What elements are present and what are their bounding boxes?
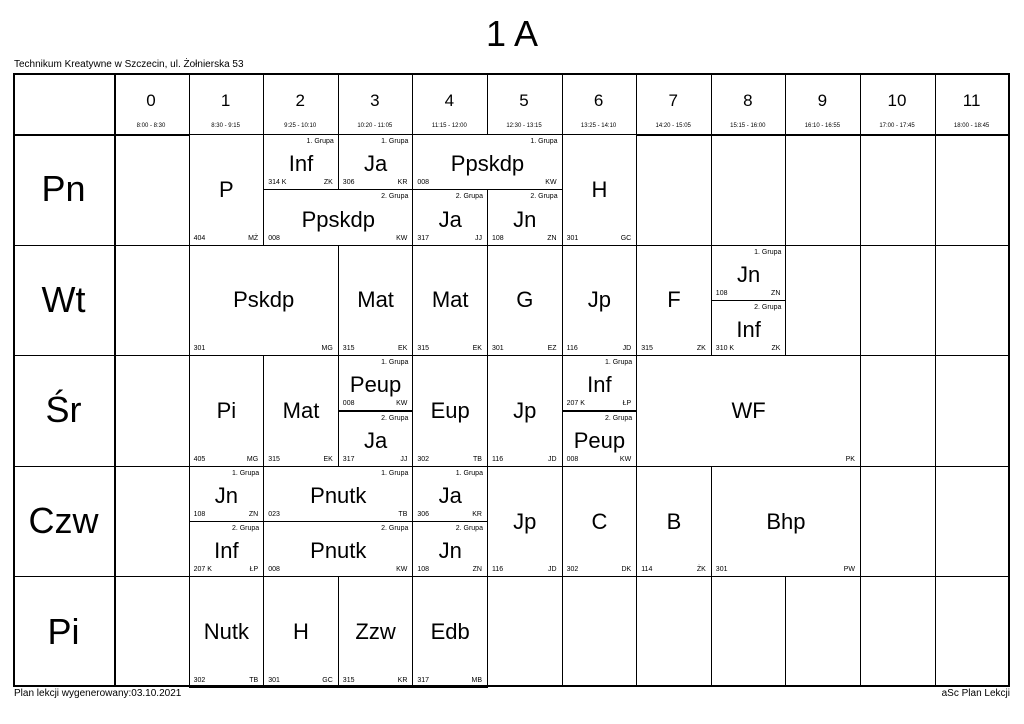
period-number: 2 bbox=[295, 91, 305, 110]
subject-label: P bbox=[219, 176, 234, 202]
group-label: 1. Grupa bbox=[381, 138, 409, 145]
teacher-label: KR bbox=[472, 511, 482, 519]
period-time: 8:30 - 9:15 bbox=[211, 123, 240, 129]
period-time: 12:30 - 13:15 bbox=[506, 123, 542, 129]
room-label: 108 bbox=[492, 234, 504, 242]
subject-label: Ja bbox=[363, 427, 388, 453]
period-number: 9 bbox=[817, 91, 828, 110]
day-label: Wt bbox=[41, 278, 86, 320]
room-label: 317 bbox=[342, 455, 355, 463]
subject-label: Bhp bbox=[766, 508, 806, 534]
period-time: 10:20 - 11:05 bbox=[357, 123, 393, 129]
teacher-label: JD bbox=[622, 345, 632, 353]
teacher-label: ZK bbox=[771, 345, 781, 353]
subject-label: Inf bbox=[587, 372, 612, 398]
subject-label: Jn bbox=[736, 261, 761, 287]
period-number: 6 bbox=[593, 91, 604, 110]
teacher-label: PK bbox=[845, 455, 855, 463]
room-label: 301 bbox=[492, 345, 504, 353]
room-label: 023 bbox=[268, 511, 280, 519]
room-label: 116 bbox=[566, 345, 578, 353]
teacher-label: JD bbox=[548, 455, 557, 463]
group-label: 2. Grupa bbox=[381, 525, 409, 533]
teacher-label: KW bbox=[396, 566, 408, 574]
room-label: 008 bbox=[268, 234, 280, 242]
subject-label: Inf bbox=[288, 151, 314, 177]
teacher-label: ŁP bbox=[622, 400, 632, 408]
group-label: 2. Grupa bbox=[231, 525, 260, 533]
teacher-label: MB bbox=[471, 676, 482, 684]
subject-label: Jp bbox=[513, 508, 537, 534]
period-time: 17:00 - 17:45 bbox=[879, 123, 915, 129]
room-label: 301 bbox=[566, 234, 579, 242]
room-label: 008 bbox=[342, 400, 355, 408]
timetable-title: 1 A bbox=[485, 13, 539, 54]
teacher-label: ZK bbox=[696, 345, 706, 353]
group-label: 1. Grupa bbox=[381, 359, 409, 367]
teacher-label: EK bbox=[323, 455, 333, 463]
period-time: 18:00 - 18:45 bbox=[953, 123, 990, 129]
room-label: 315 bbox=[342, 345, 355, 353]
period-time: 13:25 - 14:10 bbox=[580, 123, 617, 129]
period-time: 14:20 - 15:05 bbox=[655, 123, 691, 129]
group-label: 1. Grupa bbox=[604, 359, 633, 367]
period-time: 9:25 - 10:10 bbox=[284, 123, 317, 129]
teacher-label: KR bbox=[397, 676, 408, 684]
generated-date: Plan lekcji wygenerowany:03.10.2021 bbox=[14, 688, 182, 699]
subject-label: Ja bbox=[438, 206, 462, 232]
room-label: 008 bbox=[268, 566, 280, 574]
period-number: 4 bbox=[444, 91, 455, 110]
subject-label: Inf bbox=[736, 317, 761, 343]
room-label: 116 bbox=[492, 566, 504, 574]
subject-label: Eup bbox=[430, 397, 470, 423]
teacher-label: ŁP bbox=[249, 566, 259, 574]
room-label: 008 bbox=[566, 455, 579, 463]
room-label: 008 bbox=[417, 179, 430, 187]
period-number: 0 bbox=[146, 91, 156, 110]
room-label: 301 bbox=[715, 566, 728, 574]
room-label: 314 K bbox=[268, 179, 287, 187]
teacher-label: MŻ bbox=[248, 234, 259, 242]
period-time: 16:10 - 16:55 bbox=[804, 123, 841, 129]
room-label: 405 bbox=[193, 455, 206, 463]
period-number: 5 bbox=[519, 91, 529, 110]
room-label: 302 bbox=[417, 455, 430, 463]
teacher-label: PW bbox=[843, 566, 855, 574]
teacher-label: TB bbox=[249, 676, 259, 684]
room-label: 315 bbox=[641, 345, 653, 353]
room-label: 306 bbox=[342, 179, 355, 187]
teacher-label: DK bbox=[621, 566, 632, 574]
teacher-label: GC bbox=[620, 234, 632, 242]
app-credit: aSc Plan Lekcji bbox=[941, 688, 1010, 699]
group-label: 2. Grupa bbox=[381, 193, 409, 201]
period-number: 10 bbox=[887, 91, 907, 110]
subject-label: Pskdp bbox=[233, 287, 295, 313]
subject-label: G bbox=[516, 287, 534, 313]
room-label: 404 bbox=[193, 234, 206, 242]
teacher-label: ZN bbox=[472, 566, 482, 574]
room-label: 306 bbox=[417, 511, 430, 519]
subject-label: B bbox=[666, 508, 682, 534]
period-time: 11:15 - 12:00 bbox=[431, 123, 467, 129]
period-time: 15:15 - 16:00 bbox=[730, 123, 766, 129]
group-label: 2. Grupa bbox=[381, 414, 409, 422]
subject-label: Pnutk bbox=[310, 483, 367, 509]
subject-label: Mat bbox=[282, 397, 320, 423]
room-label: 108 bbox=[417, 566, 430, 574]
teacher-label: EK bbox=[398, 345, 408, 353]
room-label: 302 bbox=[193, 676, 206, 684]
room-label: 207 K bbox=[566, 400, 585, 408]
teacher-label: ZK bbox=[323, 179, 333, 187]
room-label: 301 bbox=[268, 676, 280, 684]
subject-label: Ppskdp bbox=[450, 151, 525, 177]
subject-label: Jn bbox=[214, 483, 239, 509]
group-label: 2. Grupa bbox=[530, 193, 558, 201]
teacher-label: MG bbox=[321, 345, 333, 353]
subject-label: Peup bbox=[349, 372, 402, 398]
day-label: Śr bbox=[45, 389, 82, 431]
group-label: 2. Grupa bbox=[455, 193, 483, 201]
teacher-label: ŻK bbox=[696, 566, 706, 574]
group-label: 2. Grupa bbox=[455, 525, 483, 533]
room-label: 116 bbox=[492, 455, 504, 463]
teacher-label: KR bbox=[397, 179, 408, 187]
group-label: 2. Grupa bbox=[754, 303, 782, 311]
subject-label: Pi bbox=[216, 397, 237, 423]
group-label: 1. Grupa bbox=[754, 248, 782, 256]
subject-label: Ja bbox=[363, 151, 388, 177]
room-label: 207 K bbox=[193, 566, 212, 574]
school-name: Technikum Kreatywne w Szczecin, ul. Żołnierska 53 bbox=[14, 59, 244, 70]
subject-label: Jp bbox=[587, 287, 612, 313]
period-number: 11 bbox=[962, 91, 981, 110]
group-label: 1. Grupa bbox=[231, 469, 260, 477]
room-label: 108 bbox=[193, 511, 206, 519]
teacher-label: ZN bbox=[248, 511, 259, 519]
room-label: 310 K bbox=[715, 345, 735, 353]
day-label: Pi bbox=[47, 610, 80, 652]
subject-label: Nutk bbox=[203, 619, 250, 645]
teacher-label: TB bbox=[398, 511, 408, 519]
room-label: 108 bbox=[715, 289, 728, 297]
subject-label: Mat bbox=[357, 287, 394, 313]
subject-label: Jn bbox=[513, 206, 537, 232]
teacher-label: EZ bbox=[547, 345, 557, 353]
group-label: 1. Grupa bbox=[381, 469, 409, 477]
teacher-label: TB bbox=[473, 455, 482, 463]
period-number: 7 bbox=[668, 91, 678, 110]
teacher-label: KW bbox=[396, 234, 408, 242]
teacher-label: JD bbox=[548, 566, 557, 574]
period-number: 1 bbox=[220, 91, 231, 110]
room-label: 317 bbox=[417, 676, 430, 684]
timetable-grid bbox=[13, 73, 1010, 687]
day-label: Czw bbox=[28, 500, 99, 542]
group-label: 1. Grupa bbox=[455, 469, 483, 477]
subject-label: Ppskdp bbox=[301, 206, 375, 232]
teacher-label: JJ bbox=[400, 455, 408, 463]
teacher-label: MG bbox=[246, 455, 259, 463]
period-number: 3 bbox=[370, 91, 380, 110]
subject-label: H bbox=[591, 176, 608, 202]
group-label: 2. Grupa bbox=[604, 414, 633, 422]
teacher-label: ZN bbox=[771, 289, 781, 297]
timetable-frame bbox=[13, 73, 1010, 687]
subject-label: Edb bbox=[430, 619, 470, 645]
group-label: 1. Grupa bbox=[530, 138, 558, 145]
room-label: 317 bbox=[417, 234, 430, 242]
teacher-label: KW bbox=[396, 400, 408, 408]
room-label: 315 bbox=[268, 455, 280, 463]
period-time: 8:00 - 8:30 bbox=[136, 123, 166, 129]
subject-label: C bbox=[591, 508, 608, 534]
room-label: 315 bbox=[417, 345, 430, 353]
room-label: 301 bbox=[193, 345, 206, 353]
teacher-label: KW bbox=[545, 179, 557, 187]
subject-label: F bbox=[667, 287, 681, 313]
subject-label: Inf bbox=[214, 538, 239, 564]
subject-label: WF bbox=[731, 397, 766, 423]
room-label: 315 bbox=[342, 676, 355, 684]
teacher-label: KW bbox=[619, 455, 632, 463]
group-label: 1. Grupa bbox=[306, 138, 334, 145]
subject-label: Pnutk bbox=[310, 538, 367, 564]
teacher-label: EK bbox=[472, 345, 482, 353]
room-label: 114 bbox=[641, 566, 653, 574]
room-label: 302 bbox=[566, 566, 579, 574]
teacher-label: JJ bbox=[474, 234, 482, 242]
day-label: Pn bbox=[41, 168, 86, 210]
subject-label: Peup bbox=[573, 427, 626, 453]
teacher-label: ZN bbox=[547, 234, 557, 242]
teacher-label: GC bbox=[322, 676, 333, 684]
subject-label: Jn bbox=[438, 538, 462, 564]
subject-label: Zzw bbox=[355, 619, 396, 645]
subject-label: Jp bbox=[513, 397, 537, 423]
period-number: 8 bbox=[743, 91, 753, 110]
subject-label: H bbox=[293, 619, 309, 645]
subject-label: Mat bbox=[431, 287, 469, 313]
subject-label: Ja bbox=[438, 483, 462, 509]
